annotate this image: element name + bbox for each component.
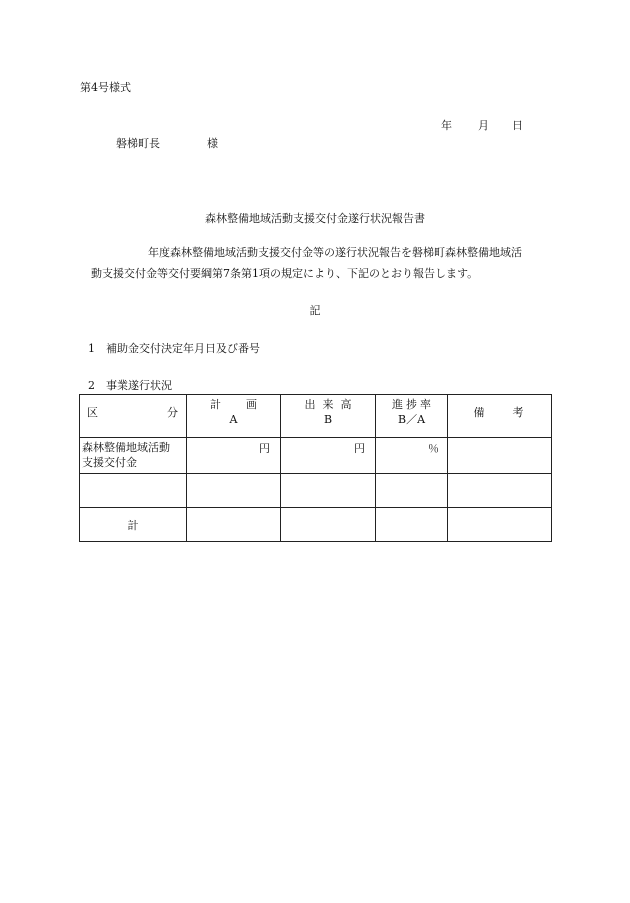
header-dekidaka-label: 出来高 — [304, 398, 359, 411]
empty-cell — [187, 474, 281, 508]
header-bikou: 備 考 — [448, 395, 552, 438]
progress-table — [79, 394, 552, 542]
empty-cell — [376, 474, 448, 508]
header-kubun-right: 分 — [167, 406, 178, 419]
date-day-label: 日 — [512, 119, 523, 132]
total-actual-cell — [281, 508, 376, 542]
total-remarks-cell — [448, 508, 552, 542]
total-label: 計 — [80, 508, 187, 542]
header-shinchoku-sub: B／A — [397, 413, 426, 426]
table-total-row — [80, 508, 552, 542]
header-shinchoku-label: 進捗率 — [392, 398, 434, 411]
form-number: 第4号様式 — [80, 81, 131, 94]
table-row — [80, 474, 552, 508]
section-1-heading: 1 補助金交付決定年月日及び番号 — [88, 342, 260, 355]
table-header-row — [80, 395, 552, 438]
date-year-label: 年 — [441, 119, 452, 132]
date-month-label: 月 — [478, 119, 489, 132]
header-keikaku-sub: A — [229, 413, 238, 426]
row-plan-unit: 円 — [259, 442, 270, 455]
section-2-heading: 2 事業遂行状況 — [88, 379, 172, 392]
header-dekidaka — [281, 395, 376, 438]
row-rate-cell — [376, 438, 448, 474]
row-item-name-line-1: 森林整備地域活動 — [82, 441, 170, 454]
empty-cell — [281, 474, 376, 508]
row-actual-cell — [281, 438, 376, 474]
ki-heading: 記 — [309, 304, 321, 317]
body-text-line-1: 年度森林整備地域活動支援交付金等の遂行状況報告を磐梯町森林整備地域活 — [148, 246, 522, 259]
row-actual-unit: 円 — [354, 442, 365, 455]
header-shinchoku — [376, 395, 448, 438]
row-remarks-cell — [448, 438, 552, 474]
header-keikaku-label: 計 画 — [210, 398, 264, 411]
total-rate-cell — [376, 508, 448, 542]
empty-cell — [80, 474, 187, 508]
row-item-name — [80, 438, 187, 474]
addressee-suffix: 様 — [207, 137, 218, 150]
row-rate-unit: ％ — [428, 442, 439, 455]
total-plan-cell — [187, 508, 281, 542]
header-kubun — [80, 395, 187, 438]
table-row — [80, 438, 552, 474]
body-text-line-2: 動支援交付金等交付要綱第7条第1項の規定により、下記のとおり報告します。 — [91, 267, 479, 280]
row-plan-cell — [187, 438, 281, 474]
header-dekidaka-sub: B — [323, 413, 333, 426]
addressee-name: 磐梯町長 — [116, 137, 160, 150]
header-kubun-left: 区 — [87, 406, 98, 419]
header-keikaku — [187, 395, 281, 438]
row-item-name-line-2: 支援交付金 — [82, 456, 137, 469]
empty-cell — [448, 474, 552, 508]
document-title: 森林整備地域活動支援交付金遂行状況報告書 — [205, 212, 425, 225]
